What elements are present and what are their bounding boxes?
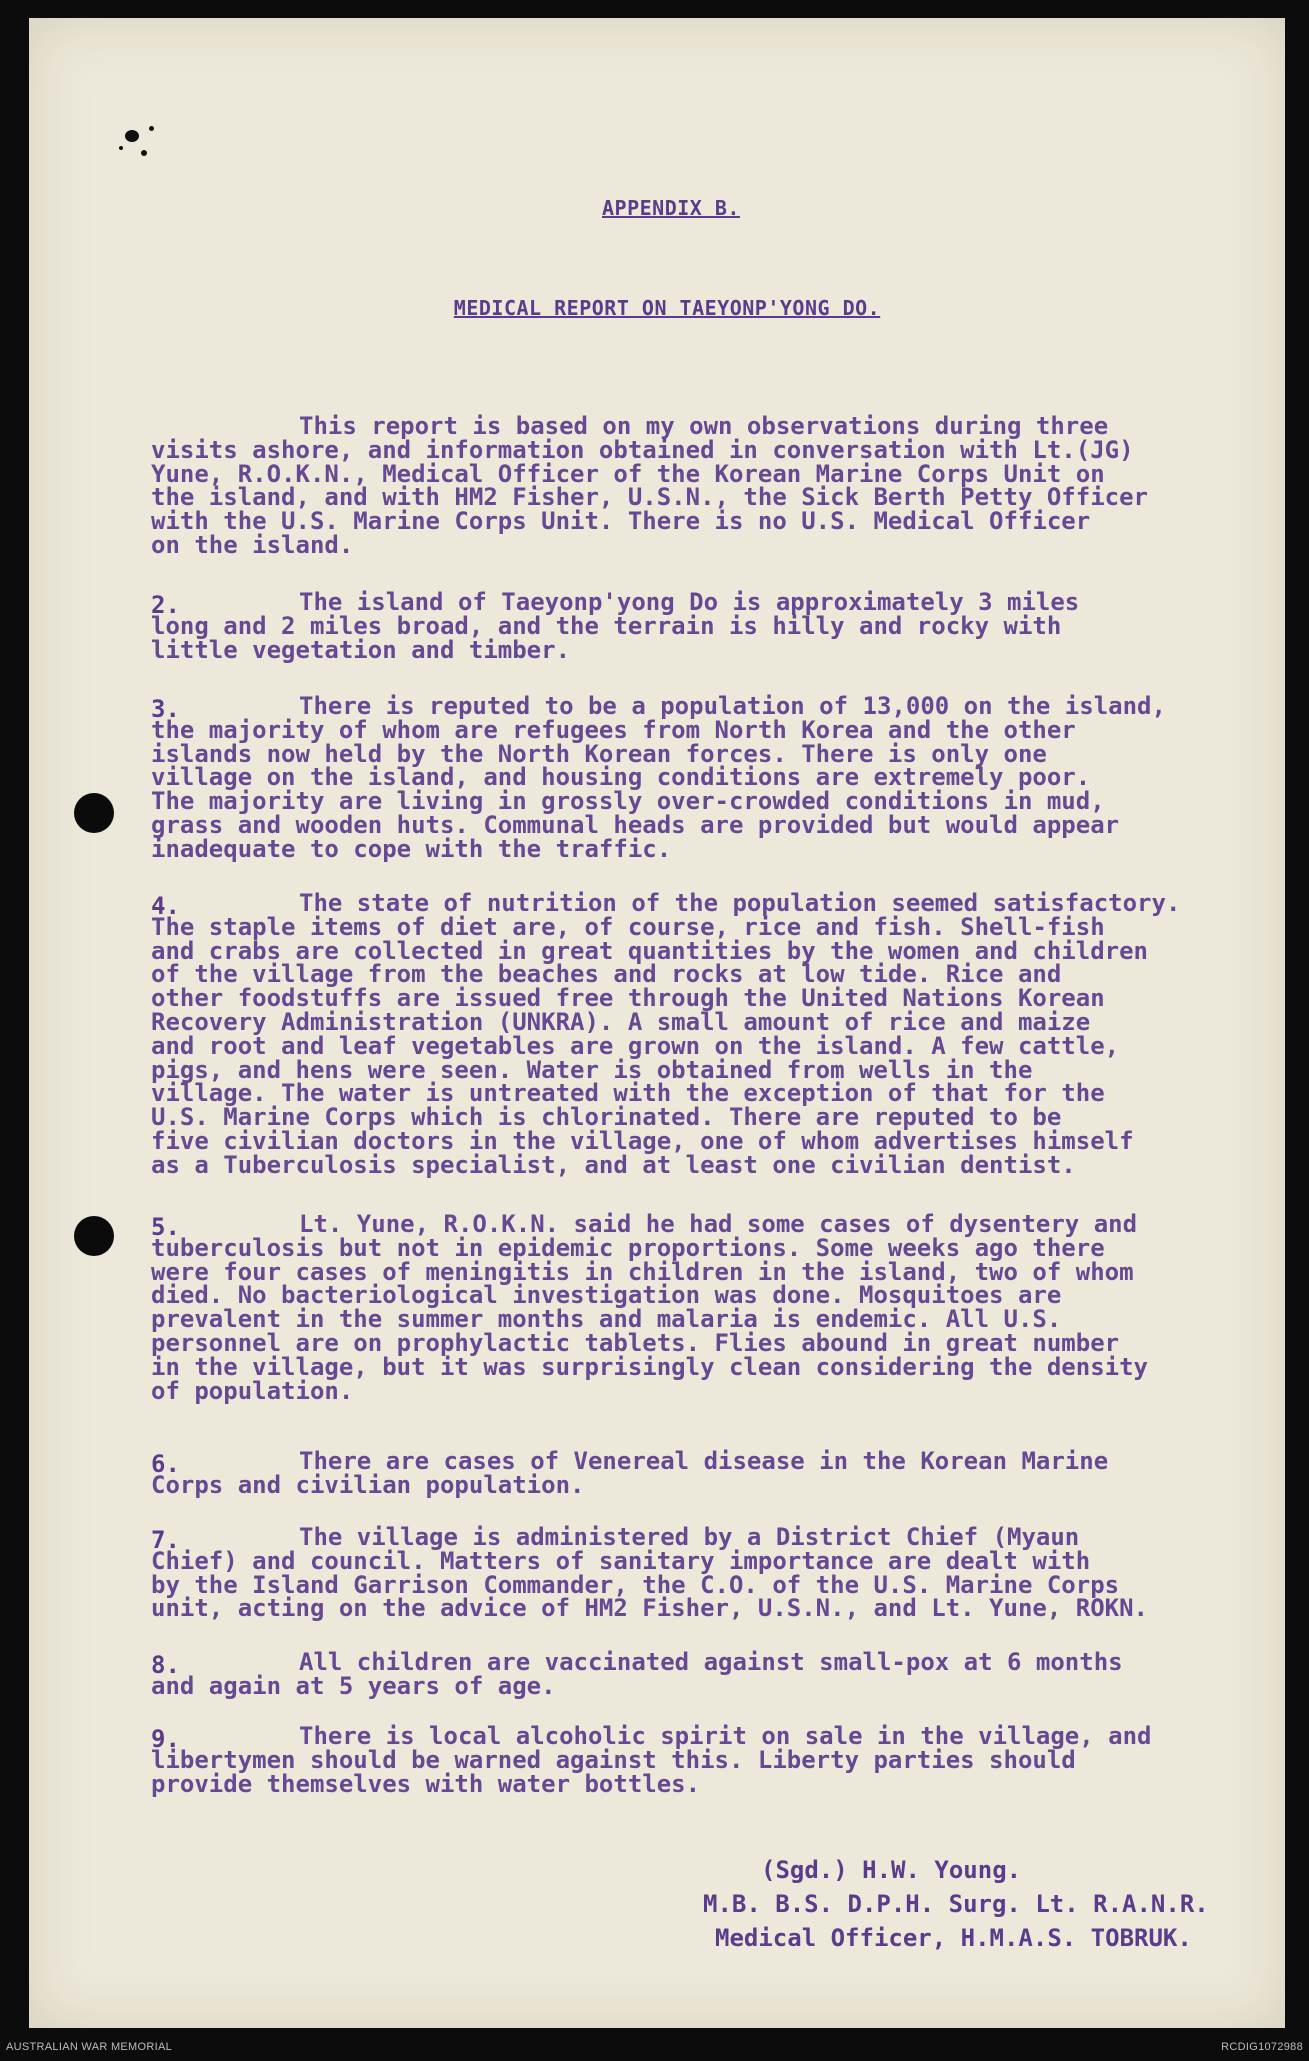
report-title: MEDICAL REPORT ON TAEYONP'YONG DO. bbox=[453, 296, 881, 320]
paragraph-line: died. No bacteriological investigation was done. Mosquitoes are bbox=[151, 1281, 1062, 1310]
paragraph-1 bbox=[151, 412, 1226, 559]
paragraph-line: on the island. bbox=[151, 530, 354, 559]
document-page bbox=[29, 18, 1285, 2028]
paragraph-line: the island, and with HM2 Fisher, U.S.N., the Sick Berth Petty Officer bbox=[151, 483, 1148, 512]
appendix-heading: APPENDIX B. bbox=[602, 196, 740, 220]
paragraph-line: village on the island, and housing conditions are extremely poor. bbox=[151, 763, 1091, 792]
paragraph-5 bbox=[151, 1210, 1226, 1405]
paragraph-line: This report is based on my own observations during three bbox=[299, 412, 1109, 440]
paragraph-line: grass and wooden huts. Communal heads are provided but would appear bbox=[151, 810, 1120, 839]
paragraph-line: of population. bbox=[151, 1376, 354, 1405]
paragraph-line: and again at 5 years of age. bbox=[151, 1671, 556, 1700]
footer-credit: AUSTRALIAN WAR MEMORIAL bbox=[6, 2041, 173, 2053]
punch-hole-bottom bbox=[74, 1216, 114, 1256]
signature-position: Medical Officer, H.M.A.S. TOBRUK. bbox=[715, 1924, 1192, 1952]
paragraph-number: 5. bbox=[151, 1213, 180, 1241]
paragraph-line: islands now held by the North Korean forces. There is only one bbox=[151, 739, 1047, 768]
paragraph-line: as a Tuberculosis specialist, and at least one civilian dentist. bbox=[151, 1150, 1076, 1179]
paragraph-line: with the U.S. Marine Corps Unit. There is no U.S. Medical Officer bbox=[151, 507, 1091, 536]
paragraph-line: libertymen should be warned against this. Liberty parties should bbox=[151, 1745, 1076, 1774]
paragraph-line: There is reputed to be a population of 13,000 on the island, bbox=[299, 692, 1166, 720]
paragraph-7 bbox=[151, 1523, 1226, 1623]
paragraph-line: provide themselves with water bottles. bbox=[151, 1769, 701, 1798]
paragraph-line: U.S. Marine Corps which is chlorinated. There are reputed to be bbox=[151, 1103, 1062, 1132]
paragraph-3 bbox=[151, 692, 1226, 863]
paragraph-number: 4. bbox=[151, 892, 180, 920]
paragraph-line: Corps and civilian population. bbox=[151, 1470, 585, 1499]
paragraph-line: All children are vaccinated against small-pox at 6 months bbox=[299, 1648, 1123, 1676]
paragraph-2 bbox=[151, 588, 1226, 664]
paragraph-line: and crabs are collected in great quantities by the women and children bbox=[151, 936, 1148, 965]
paragraph-line: inadequate to cope with the traffic. bbox=[151, 834, 672, 863]
paragraph-number: 6. bbox=[151, 1450, 180, 1478]
paragraph-line: village. The water is untreated with the exception of that for the bbox=[151, 1079, 1105, 1108]
paragraph-line: Recovery Administration (UNKRA). A small amount of rice and maize bbox=[151, 1007, 1091, 1036]
paragraph-line: There are cases of Venereal disease in the Korean Marine bbox=[299, 1447, 1109, 1475]
paragraph-line: pigs, and hens were seen. Water is obtained from wells in the bbox=[151, 1055, 1033, 1084]
signature-name: (Sgd.) H.W. Young. bbox=[761, 1856, 1022, 1884]
ink-speck bbox=[125, 130, 139, 142]
ink-speck bbox=[141, 150, 147, 156]
paragraph-line: were four cases of meningitis in children in the island, two of whom bbox=[151, 1257, 1134, 1286]
paragraph-line: The state of nutrition of the population seemed satisfactory. bbox=[299, 889, 1181, 917]
paragraph-line: Chief) and council. Matters of sanitary importance are dealt with bbox=[151, 1546, 1091, 1575]
paragraph-line: the majority of whom are refugees from North Korea and the other bbox=[151, 715, 1076, 744]
paragraph-line: The staple items of diet are, of course, rice and fish. Shell-fish bbox=[151, 912, 1105, 941]
paragraph-number: 2. bbox=[151, 591, 180, 619]
paragraph-line: and root and leaf vegetables are grown on the island. A few cattle, bbox=[151, 1031, 1120, 1060]
paragraph-line: of the village from the beaches and rocks at low tide. Rice and bbox=[151, 960, 1062, 989]
ink-speck bbox=[119, 146, 123, 150]
paragraph-line: in the village, but it was surprisingly clean considering the density bbox=[151, 1352, 1148, 1381]
paragraph-line: visits ashore, and information obtained in conversation with Lt.(JG) bbox=[151, 435, 1134, 464]
paragraph-line: Yune, R.O.K.N., Medical Officer of the Korean Marine Corps Unit on bbox=[151, 459, 1105, 488]
paragraph-line: five civilian doctors in the village, one of whom advertises himself bbox=[151, 1126, 1134, 1155]
paragraph-line: by the Island Garrison Commander, the C.O. of the U.S. Marine Corps bbox=[151, 1570, 1120, 1599]
footer-catalog-id: RCDIG1072988 bbox=[1221, 2041, 1303, 2053]
signature-qualifications: M.B. B.S. D.P.H. Surg. Lt. R.A.N.R. bbox=[703, 1890, 1209, 1918]
paragraph-4 bbox=[151, 889, 1226, 1179]
punch-hole-top bbox=[74, 793, 114, 833]
paragraph-number: 7. bbox=[151, 1526, 180, 1554]
paragraph-number: 8. bbox=[151, 1651, 180, 1679]
paragraph-8 bbox=[151, 1648, 1226, 1700]
paragraph-line: little vegetation and timber. bbox=[151, 635, 571, 664]
paragraph-line: Lt. Yune, R.O.K.N. said he had some cases of dysentery and bbox=[299, 1210, 1138, 1238]
paragraph-line: personnel are on prophylactic tablets. Flies abound in great number bbox=[151, 1328, 1120, 1357]
paragraph-line: other foodstuffs are issued free through the United Nations Korean bbox=[151, 984, 1105, 1013]
paragraph-number: 3. bbox=[151, 695, 180, 723]
paragraph-line: unit, acting on the advice of HM2 Fisher, U.S.N., and Lt. Yune, ROKN. bbox=[151, 1594, 1148, 1623]
paragraph-line: There is local alcoholic spirit on sale in the village, and bbox=[299, 1722, 1152, 1750]
paragraph-line: long and 2 miles broad, and the terrain is hilly and rocky with bbox=[151, 611, 1062, 640]
paragraph-line: tuberculosis but not in epidemic proportions. Some weeks ago there bbox=[151, 1233, 1105, 1262]
paragraph-line: The majority are living in grossly over-crowded conditions in mud, bbox=[151, 787, 1105, 816]
paragraph-6 bbox=[151, 1447, 1226, 1499]
ink-speck bbox=[149, 126, 154, 131]
paragraph-9 bbox=[151, 1722, 1226, 1798]
paragraph-line: prevalent in the summer months and malaria is endemic. All U.S. bbox=[151, 1305, 1062, 1334]
paragraph-number: 9. bbox=[151, 1725, 180, 1753]
paragraph-line: The village is administered by a District Chief (Myaun bbox=[299, 1523, 1080, 1551]
paragraph-line: The island of Taeyonp'yong Do is approximately 3 miles bbox=[299, 588, 1080, 616]
